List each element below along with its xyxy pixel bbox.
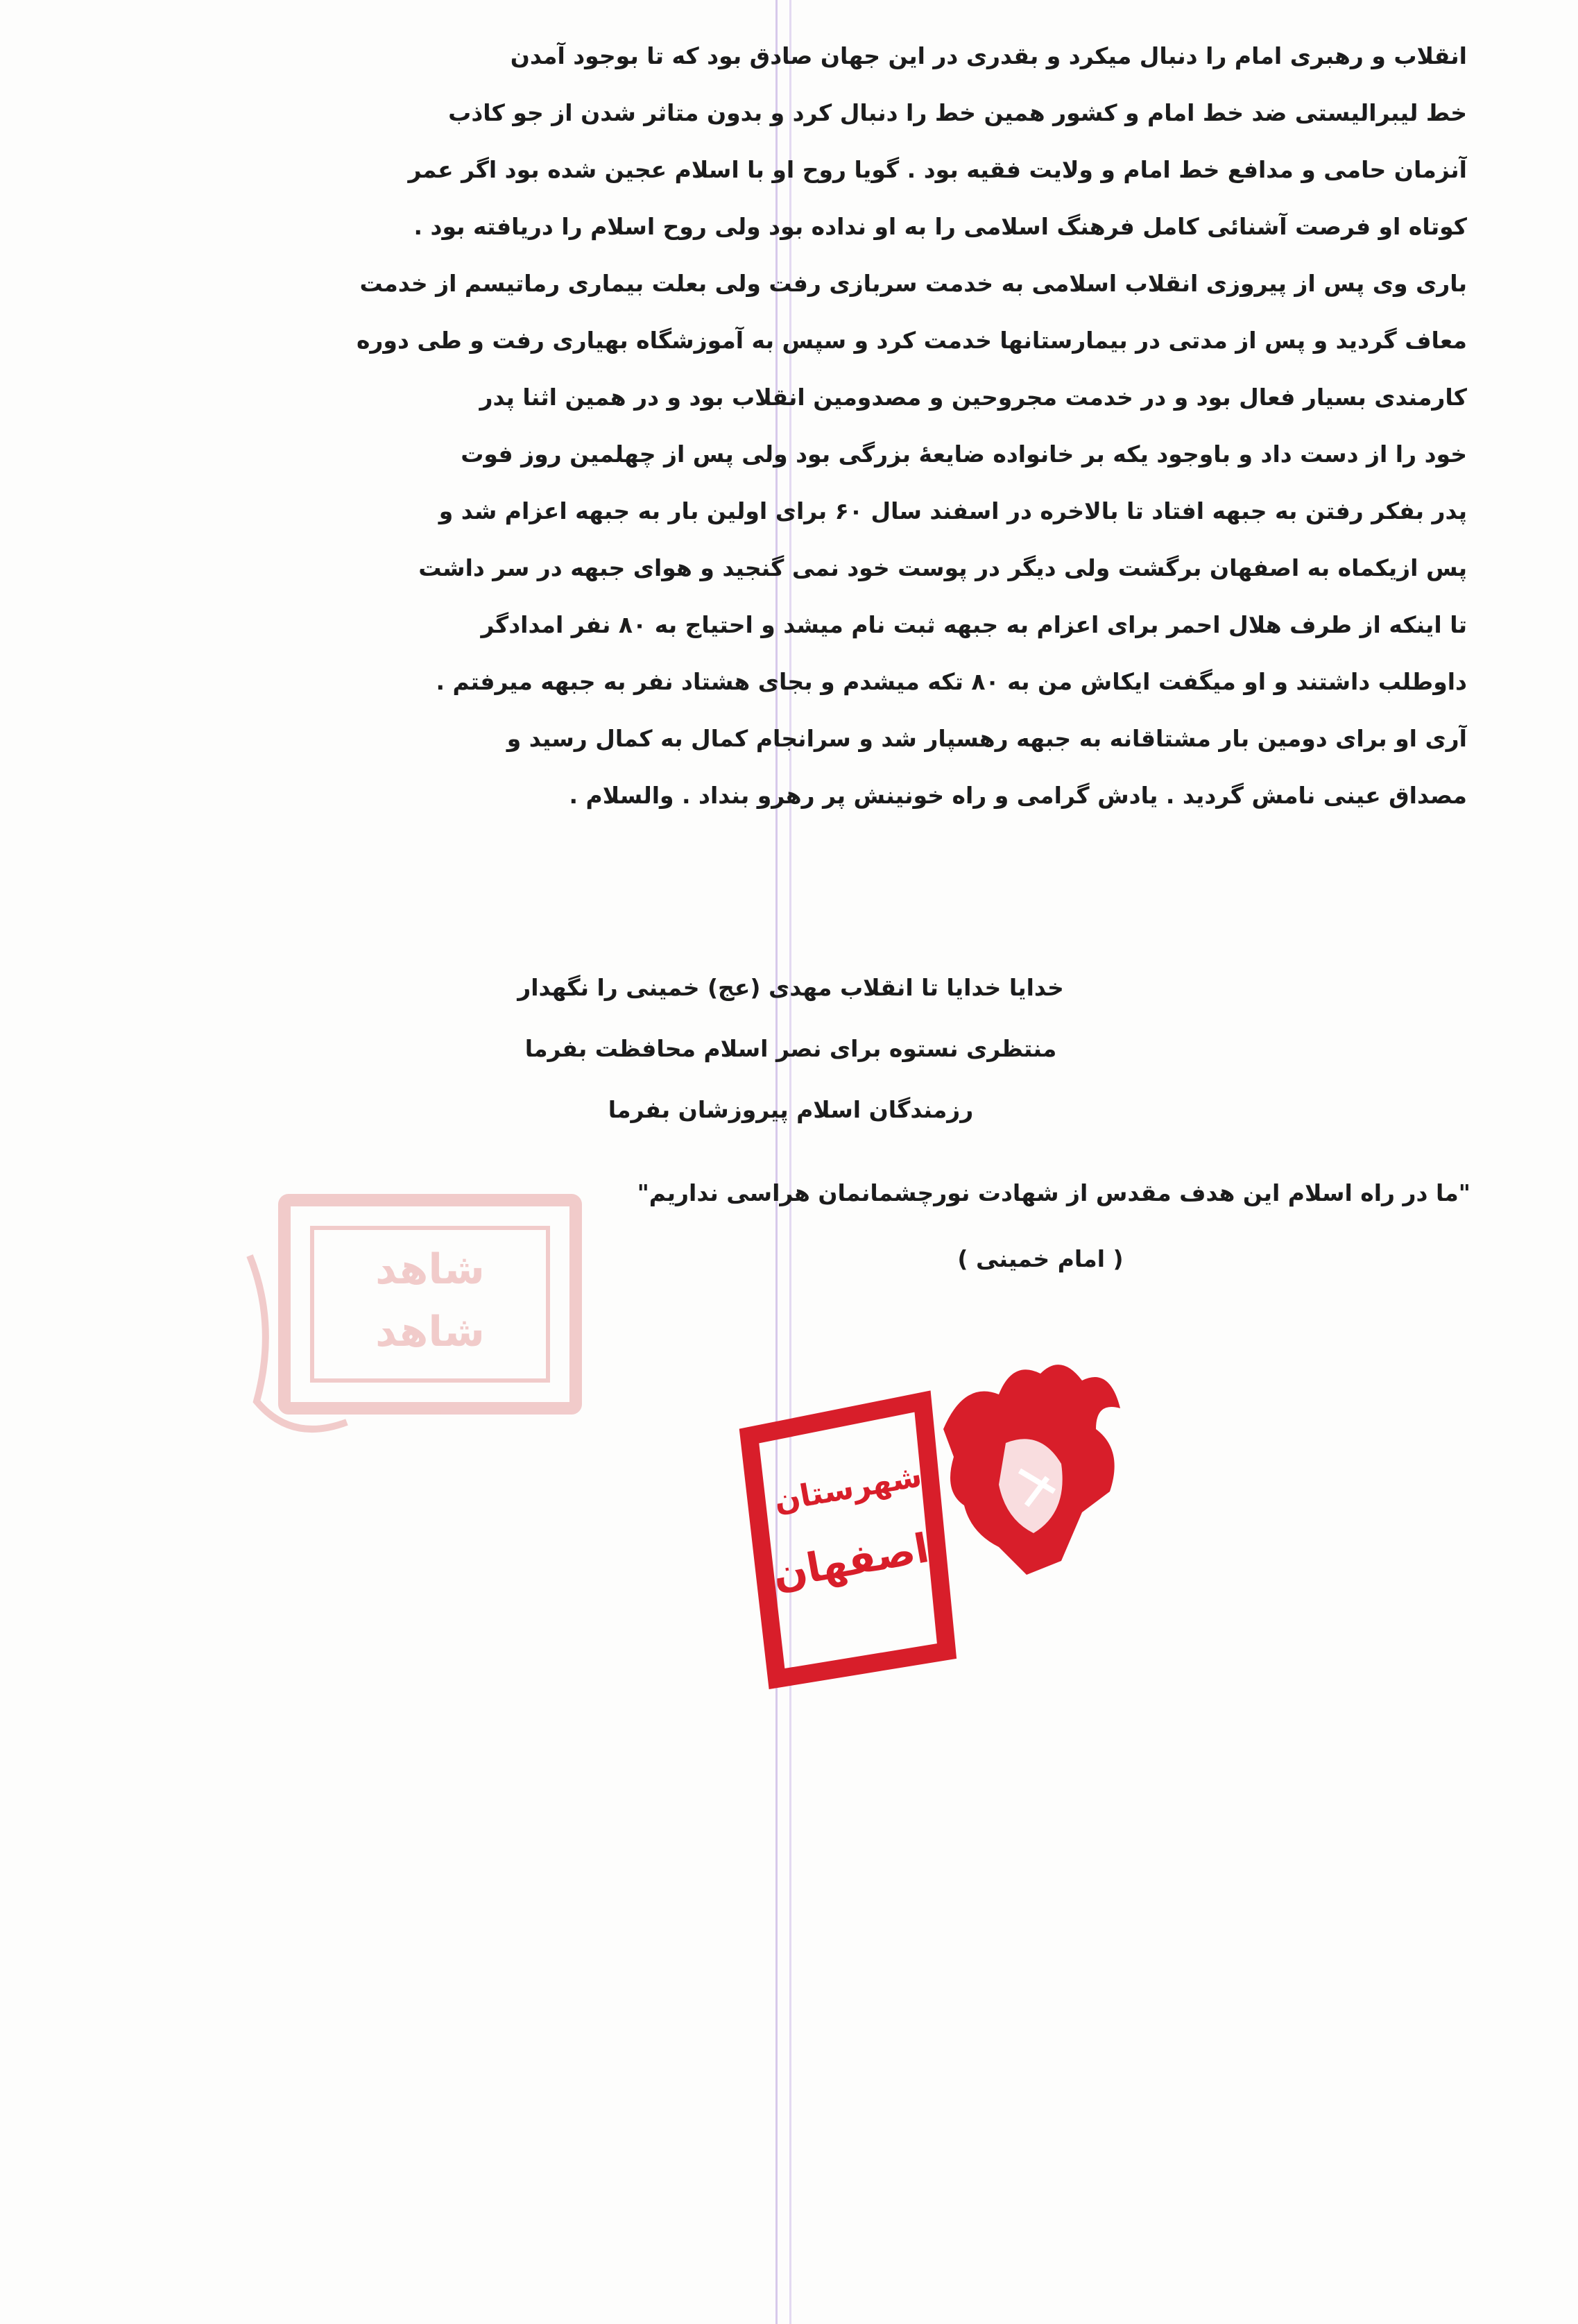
- body-line: پدر بفکر رفتن به جبهه افتاد تا بالاخره در اسفند سال ۶۰ برای اولین بار به جبهه اعزام شد و: [438, 497, 1467, 524]
- prayer-block: [305, 957, 1276, 1140]
- body-line: تا اینکه از طرف هلال احمر برای اعزام به جبهه ثبت نام میشد و احتیاج به ۸۰ نفر امدادگر: [481, 611, 1467, 638]
- faded-stamp: [236, 1172, 624, 1464]
- body-line: آری او برای دومین بار مشتاقانه به جبهه رهسپار شد و سرانجام کمال به کمال رسید و: [506, 725, 1467, 752]
- red-seal-mark: [749, 1365, 1120, 1679]
- red-seal-text-1: شهرستان: [771, 1458, 925, 1519]
- body-line: پس ازیکماه به اصفهان برگشت ولی دیگر در پوست خود نمی گنجید و هوای جبهه در سر داشت: [418, 554, 1467, 581]
- red-seal-stamp: [735, 1353, 1138, 1700]
- body-line: داوطلب داشتند و او میگفت ایکاش من به ۸۰ تکه میشدم و بجای هشتاد نفر به جبهه میرفتم .: [436, 668, 1467, 695]
- faded-stamp-text-1: شاهد: [375, 1245, 485, 1294]
- faded-stamp-text-2: شاهد: [375, 1308, 485, 1356]
- quote-text: "ما در راه اسلام این هدف مقدس از شهادت نورچشمانمان هراسی نداریم": [637, 1179, 1470, 1206]
- prayer-line: رزمندگان اسلام پیروزشان بفرما: [608, 1096, 974, 1123]
- body-line: انقلاب و رهبری امام را دنبال میکرد و بقدری در این جهان صادق بود که تا بوجود آمدن: [510, 42, 1467, 69]
- prayer-line: خدایا خدایا تا انقلاب مهدی (عج) خمینی را نگهدار: [517, 974, 1064, 1001]
- body-line: مصداق عینی نامش گردید . یادش گرامی و راه خونینش پر رهرو بنداد . والسلام .: [569, 782, 1467, 809]
- body-line: باری وی پس از پیروزی انقلاب اسلامی به خدمت سربازی رفت ولی بعلت بیماری رماتیسم از خدمت: [359, 270, 1467, 297]
- prayer-line: منتظری نستوه برای نصر اسلام محافظت بفرما: [524, 1035, 1057, 1062]
- body-line: معاف گردید و پس از مدتی در بیمارستانها خدمت کرد و سپس به آموزشگاه بهیاری رفت و طی دوره: [356, 327, 1467, 354]
- body-line: کوتاه او فرصت آشنائی کامل فرهنگ اسلامی را به او نداده بود ولی روح اسلام را دریافته بود .: [413, 213, 1467, 240]
- body-paragraph: [177, 28, 1467, 824]
- body-line: خود را از دست داد و باوجود یکه بر خانواده ضایعهٔ بزرگی بود ولی پس از چهلمین روز فوت: [461, 441, 1467, 468]
- faded-stamp-mark: [250, 1200, 576, 1429]
- faded-stamp-frame: [284, 1200, 576, 1408]
- quote-source: ( امام خمینی ): [957, 1245, 1124, 1272]
- red-seal-text-2: اصفهان: [769, 1524, 933, 1598]
- body-line: خط لیبرالیستی ضد خط امام و کشور همین خط را دنبال کرد و بدون متاثر شدن از جو کاذب: [448, 99, 1467, 126]
- body-line: آنزمان حامی و مدافع خط امام و ولایت فقیه بود . گویا روح او با اسلام عجین شده بود اگر عمر: [408, 156, 1467, 183]
- body-line: کارمندی بسیار فعال بود و در خدمت مجروحین و مصدومین انقلاب بود و در همین اثنا پدر: [479, 384, 1467, 411]
